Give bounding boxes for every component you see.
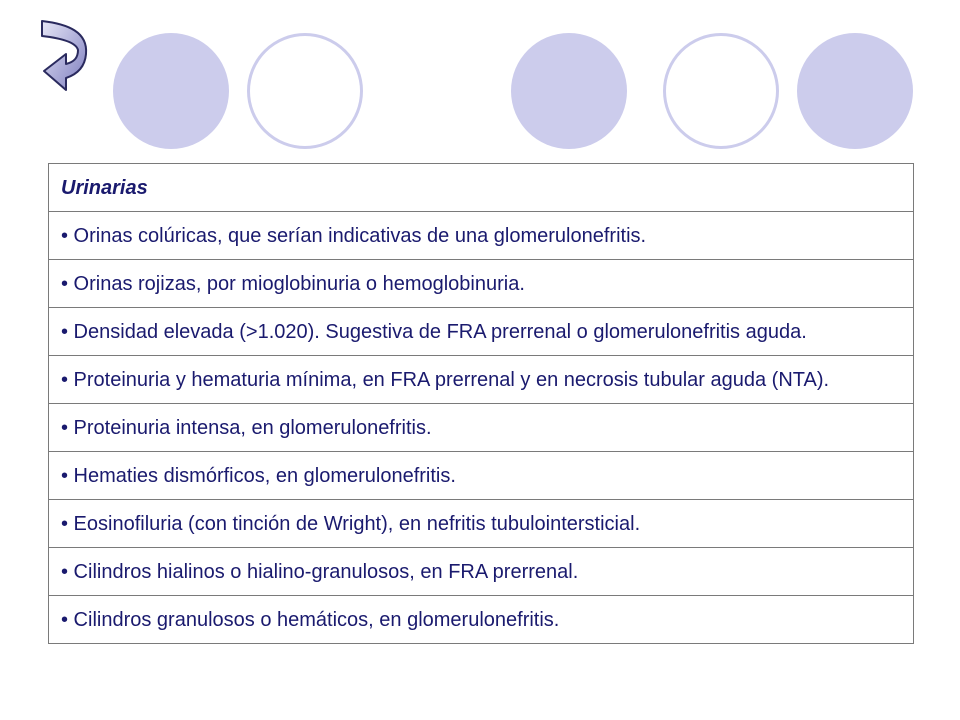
table-cell: • Proteinuria intensa, en glomerulonefritis. bbox=[49, 404, 914, 452]
table-row bbox=[49, 212, 914, 260]
table-row bbox=[49, 404, 914, 452]
decorative-circle-outline bbox=[247, 33, 363, 149]
table-cell: • Densidad elevada (>1.020). Sugestiva de FRA prerrenal o glomerulonefritis aguda. bbox=[49, 308, 914, 356]
table-row bbox=[49, 452, 914, 500]
table-cell: • Proteinuria y hematuria mínima, en FRA prerrenal y en necrosis tubular aguda (NTA). bbox=[49, 356, 914, 404]
decorative-circle-filled bbox=[511, 33, 627, 149]
decorative-circle-outline bbox=[663, 33, 779, 149]
table-row bbox=[49, 260, 914, 308]
table-row bbox=[49, 500, 914, 548]
decorative-circle-filled bbox=[797, 33, 913, 149]
table-cell: • Orinas colúricas, que serían indicativas de una glomerulonefritis. bbox=[49, 212, 914, 260]
table-heading: Urinarias bbox=[49, 164, 914, 212]
table-row bbox=[49, 548, 914, 596]
table-row bbox=[49, 308, 914, 356]
return-arrow-icon[interactable] bbox=[38, 18, 92, 96]
table-cell: • Cilindros granulosos o hemáticos, en glomerulonefritis. bbox=[49, 596, 914, 644]
table-cell: • Hematies dismórficos, en glomerulonefritis. bbox=[49, 452, 914, 500]
table-heading-row bbox=[49, 164, 914, 212]
table-cell: • Orinas rojizas, por mioglobinuria o hemoglobinuria. bbox=[49, 260, 914, 308]
decorative-circle-filled bbox=[113, 33, 229, 149]
table-row bbox=[49, 596, 914, 644]
table-row bbox=[49, 356, 914, 404]
table-cell: • Eosinofiluria (con tinción de Wright), en nefritis tubulointersticial. bbox=[49, 500, 914, 548]
table-cell: • Cilindros hialinos o hialino-granulosos, en FRA prerrenal. bbox=[49, 548, 914, 596]
urinary-findings-table bbox=[48, 163, 914, 644]
